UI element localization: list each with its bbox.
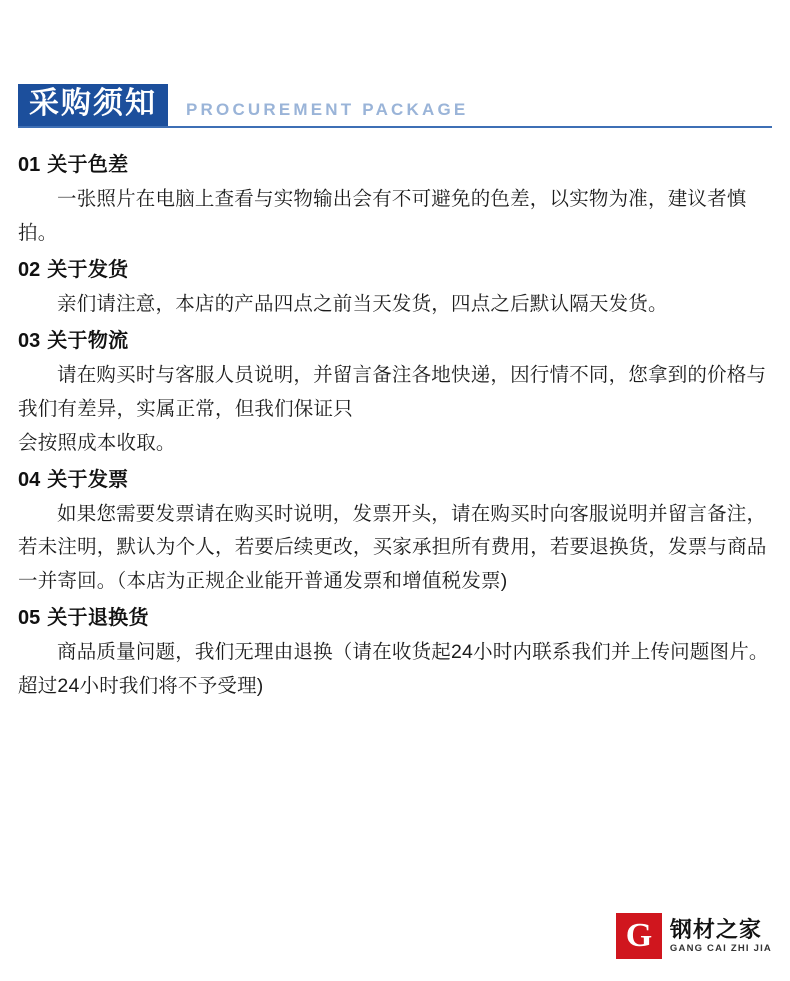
page-title-english: PROCUREMENT PACKAGE [186, 100, 469, 119]
logo-name-en: GANG CAI ZHI JIA [669, 943, 772, 955]
section-body-continued: 会按照成本收取。 [18, 431, 176, 454]
section-title: 关于退换货 [47, 607, 149, 630]
logo-text [670, 917, 772, 955]
page-header [18, 82, 772, 132]
section-returns [18, 603, 772, 704]
section-heading [18, 255, 772, 286]
page-title: 采购须知 [18, 84, 168, 126]
section-invoice [18, 465, 772, 600]
section-body: 商品质量问题，我们无理由退换（请在收货起24小时内联系我们并上传问题图片。超过24小时我们将不予受理) [18, 641, 769, 698]
section-heading [18, 465, 772, 496]
section-color-difference [18, 150, 772, 251]
section-number: 03 [18, 329, 41, 352]
section-number: 02 [18, 258, 41, 281]
header-divider [18, 126, 772, 128]
section-title: 关于发票 [47, 468, 129, 491]
section-body: 亲们请注意，本店的产品四点之前当天发货，四点之后默认隔天发货。 [57, 292, 668, 315]
section-heading [18, 150, 772, 181]
section-number: 05 [18, 607, 41, 630]
section-body: 如果您需要发票请在购买时说明，发票开头，请在购买时向客服说明并留言备注，若未注明，默认为个人，若要后续更改，买家承担所有费用，若要退换货，发票与商品一并寄回。（本店为正规企业能开普通发票和增值税发票) [18, 502, 767, 593]
section-title: 关于发货 [47, 258, 129, 281]
procurement-notice-page [0, 82, 790, 981]
section-title: 关于物流 [47, 329, 129, 352]
section-number: 01 [18, 154, 41, 176]
notice-sections [18, 150, 772, 704]
brand-logo [616, 913, 772, 959]
section-logistics [18, 326, 772, 461]
section-number: 04 [18, 468, 41, 491]
logo-letter: G [625, 917, 653, 954]
section-heading [18, 326, 772, 357]
section-heading [18, 603, 772, 634]
logo-name-cn: 钢材之家 [669, 916, 762, 942]
section-body: 请在购买时与客服人员说明，并留言备注各地快递，因行情不同，您拿到的价格与我们有差异，实属正常，但我们保证只 [18, 363, 767, 420]
section-title: 关于色差 [47, 154, 129, 176]
header-inner [18, 82, 772, 132]
section-shipping [18, 255, 772, 322]
logo-mark-icon [616, 913, 662, 959]
section-body: 一张照片在电脑上查看与实物输出会有不可避免的色差，以实物为准，建议者慎拍。 [18, 188, 747, 244]
